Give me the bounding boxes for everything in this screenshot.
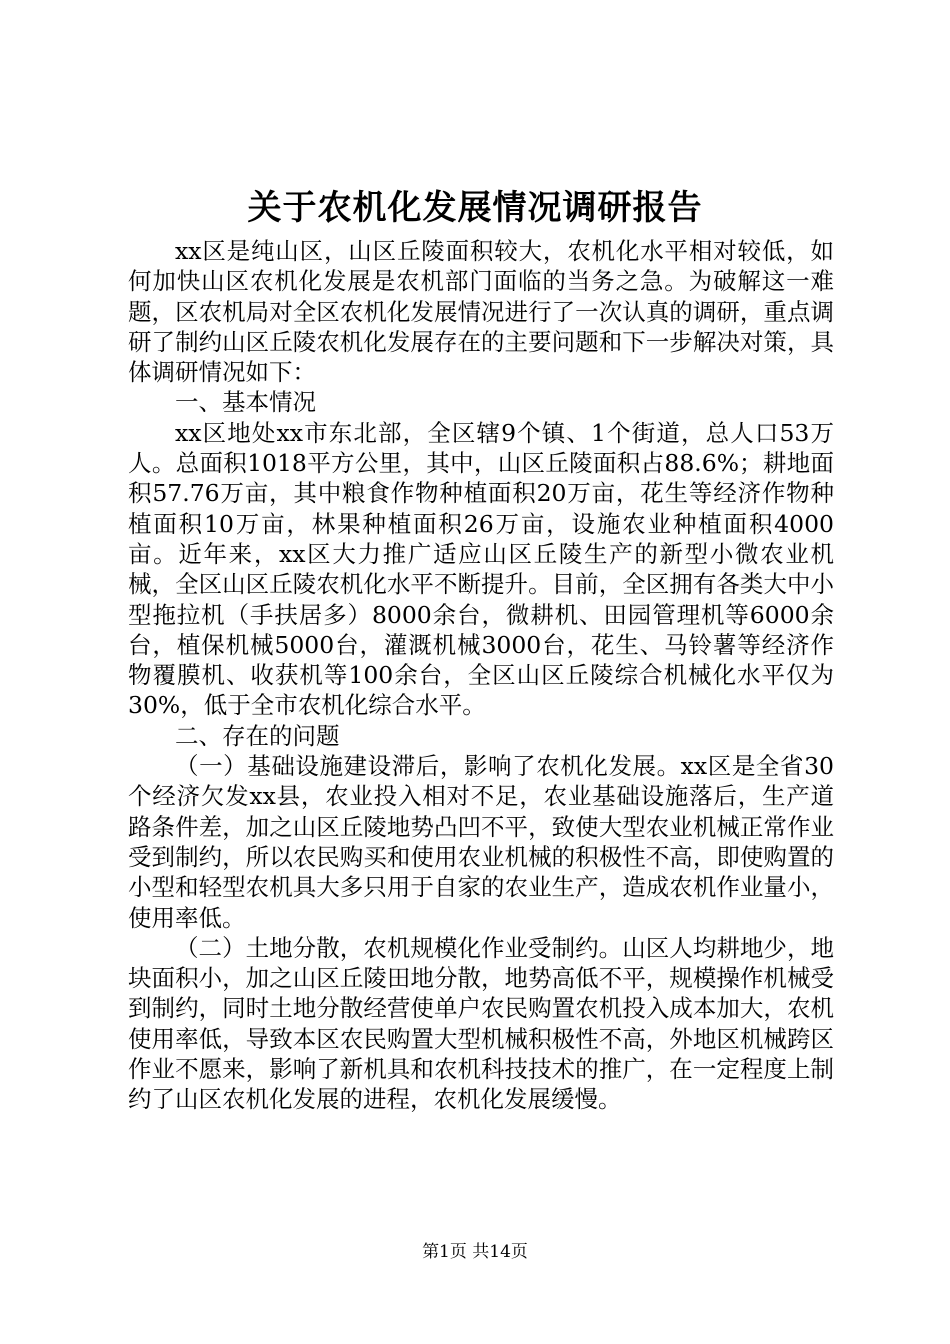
page-footer: 第1页 共14页 bbox=[422, 1242, 528, 1262]
paragraph-problem-1: （一）基础设施建设滞后，影响了农机化发展。xx区是全省30个经济欠发xx县，农业投入相对不足，农业基础设施落后，生产道路条件差，加之山区丘陵地势凸凹不平，致使大型农业机械正常作业受到制约，所以农民购买和使用农业机械的积极性不高，即使购置的小型和轻型农机具大多只用于自家的农业生产，造成农机作业量小，使用率低。 bbox=[128, 752, 834, 932]
paragraph-problem-2: （二）土地分散，农机规模化作业受制约。山区人均耕地少，地块面积小，加之山区丘陵田地分散，地势高低不平，规模操作机械受到制约，同时土地分散经营使单户农民购置农机投入成本加大，农机使用率低，导致本区农民购置大型机械积极性不高，外地区机械跨区作业不愿来，影响了新机具和农机科技技术的推广，在一定程度上制约了山区农机化发展的进程，农机化发展缓慢。 bbox=[128, 933, 834, 1114]
paragraph-intro: xx区是纯山区，山区丘陵面积较大，农机化水平相对较低，如何加快山区农机化发展是农机部门面临的当务之急。为破解这一难题，区农机局对全区农机化发展情况进行了一次认真的调研，重点调研了制约山区丘陵农机化发展存在的主要问题和下一步解决对策，具体调研情况如下： bbox=[128, 237, 834, 387]
document-title: 关于农机化发展情况调研报告 bbox=[247, 188, 703, 228]
section-heading-problems: 二、存在的问题 bbox=[175, 721, 340, 750]
document-body bbox=[128, 236, 834, 1115]
paragraph-basic-situation: xx区地处xx市东北部，全区辖9个镇、1个街道，总人口53万人。总面积1018平方公里，其中，山区丘陵面积占88.6%；耕地面积57.76万亩，其中粮食作物种植面积20万亩，花生等经济作物种植面积10万亩，林果种植面积26万亩，设施农业种植面积4000亩。近年来，xx区大力推广适应山区丘陵生产的新型小微农业机械，全区山区丘陵农机化水平不断提升。目前，全区拥有各类大中小型拖拉机（手扶居多）8000余台，微耕机、田园管理机等6000余台，植保机械5000台，灌溉机械3000台，花生、马铃薯等经济作物覆膜机、收获机等100余台，全区山区丘陵综合机械化水平仅为30%，低于全市农机化综合水平。 bbox=[128, 418, 834, 720]
section-heading-basic: 一、基本情况 bbox=[175, 388, 316, 417]
